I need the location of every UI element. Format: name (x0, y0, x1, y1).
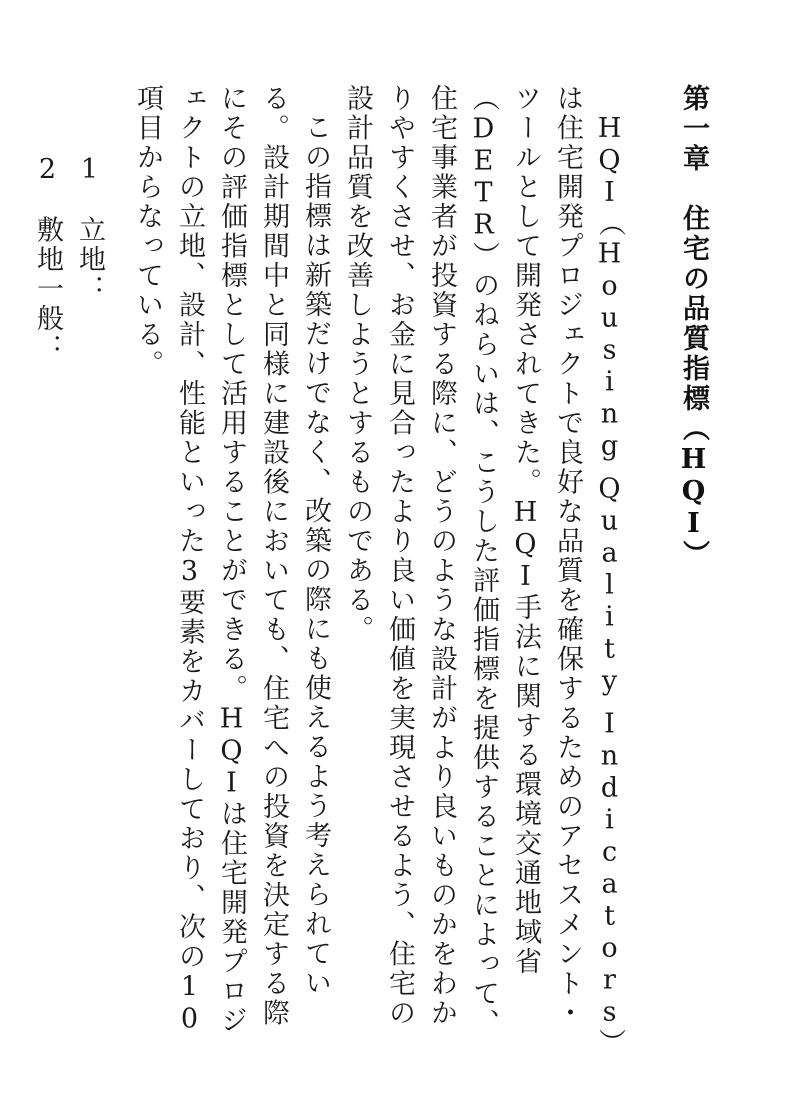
list-item: 1 立地： (74, 154, 105, 303)
list-item: 2 敷地一般： (32, 154, 63, 362)
vertical-text-document (32, 84, 714, 1052)
paragraph: この指標は新築だけでなく、改築の際にも使えるよう考えられている。設計期間中と同様に建設後においても、住宅への投資を決定する際にその評価指標として活用することができる。HQIは住宅開発プロジェクトの立地、設計、性能といった3要素をカバーしており、次の10項目からなっている。 (132, 84, 331, 1036)
hqi-item-list (26, 84, 110, 1052)
chapter-title: 第一章 住宅の品質指標（HQI） (678, 84, 709, 570)
paragraph: HQI（Housing Quality Indicators）は住宅開発プロジェクトで良好な品質を確保するためのアセスメント・ツールとして開発されてきた。HQI手法に関する環境交通地域省（DETR）のねらいは、こうした評価指標を提供することによって、住宅事業者が投資する際に、どうのような設計がより良いものかをわかりやすくさせ、お金に見合ったより良い価値を実現させるよう、住宅の設計品質を改善しようとするものである。 (342, 84, 625, 1045)
paragraphs (126, 84, 630, 1052)
